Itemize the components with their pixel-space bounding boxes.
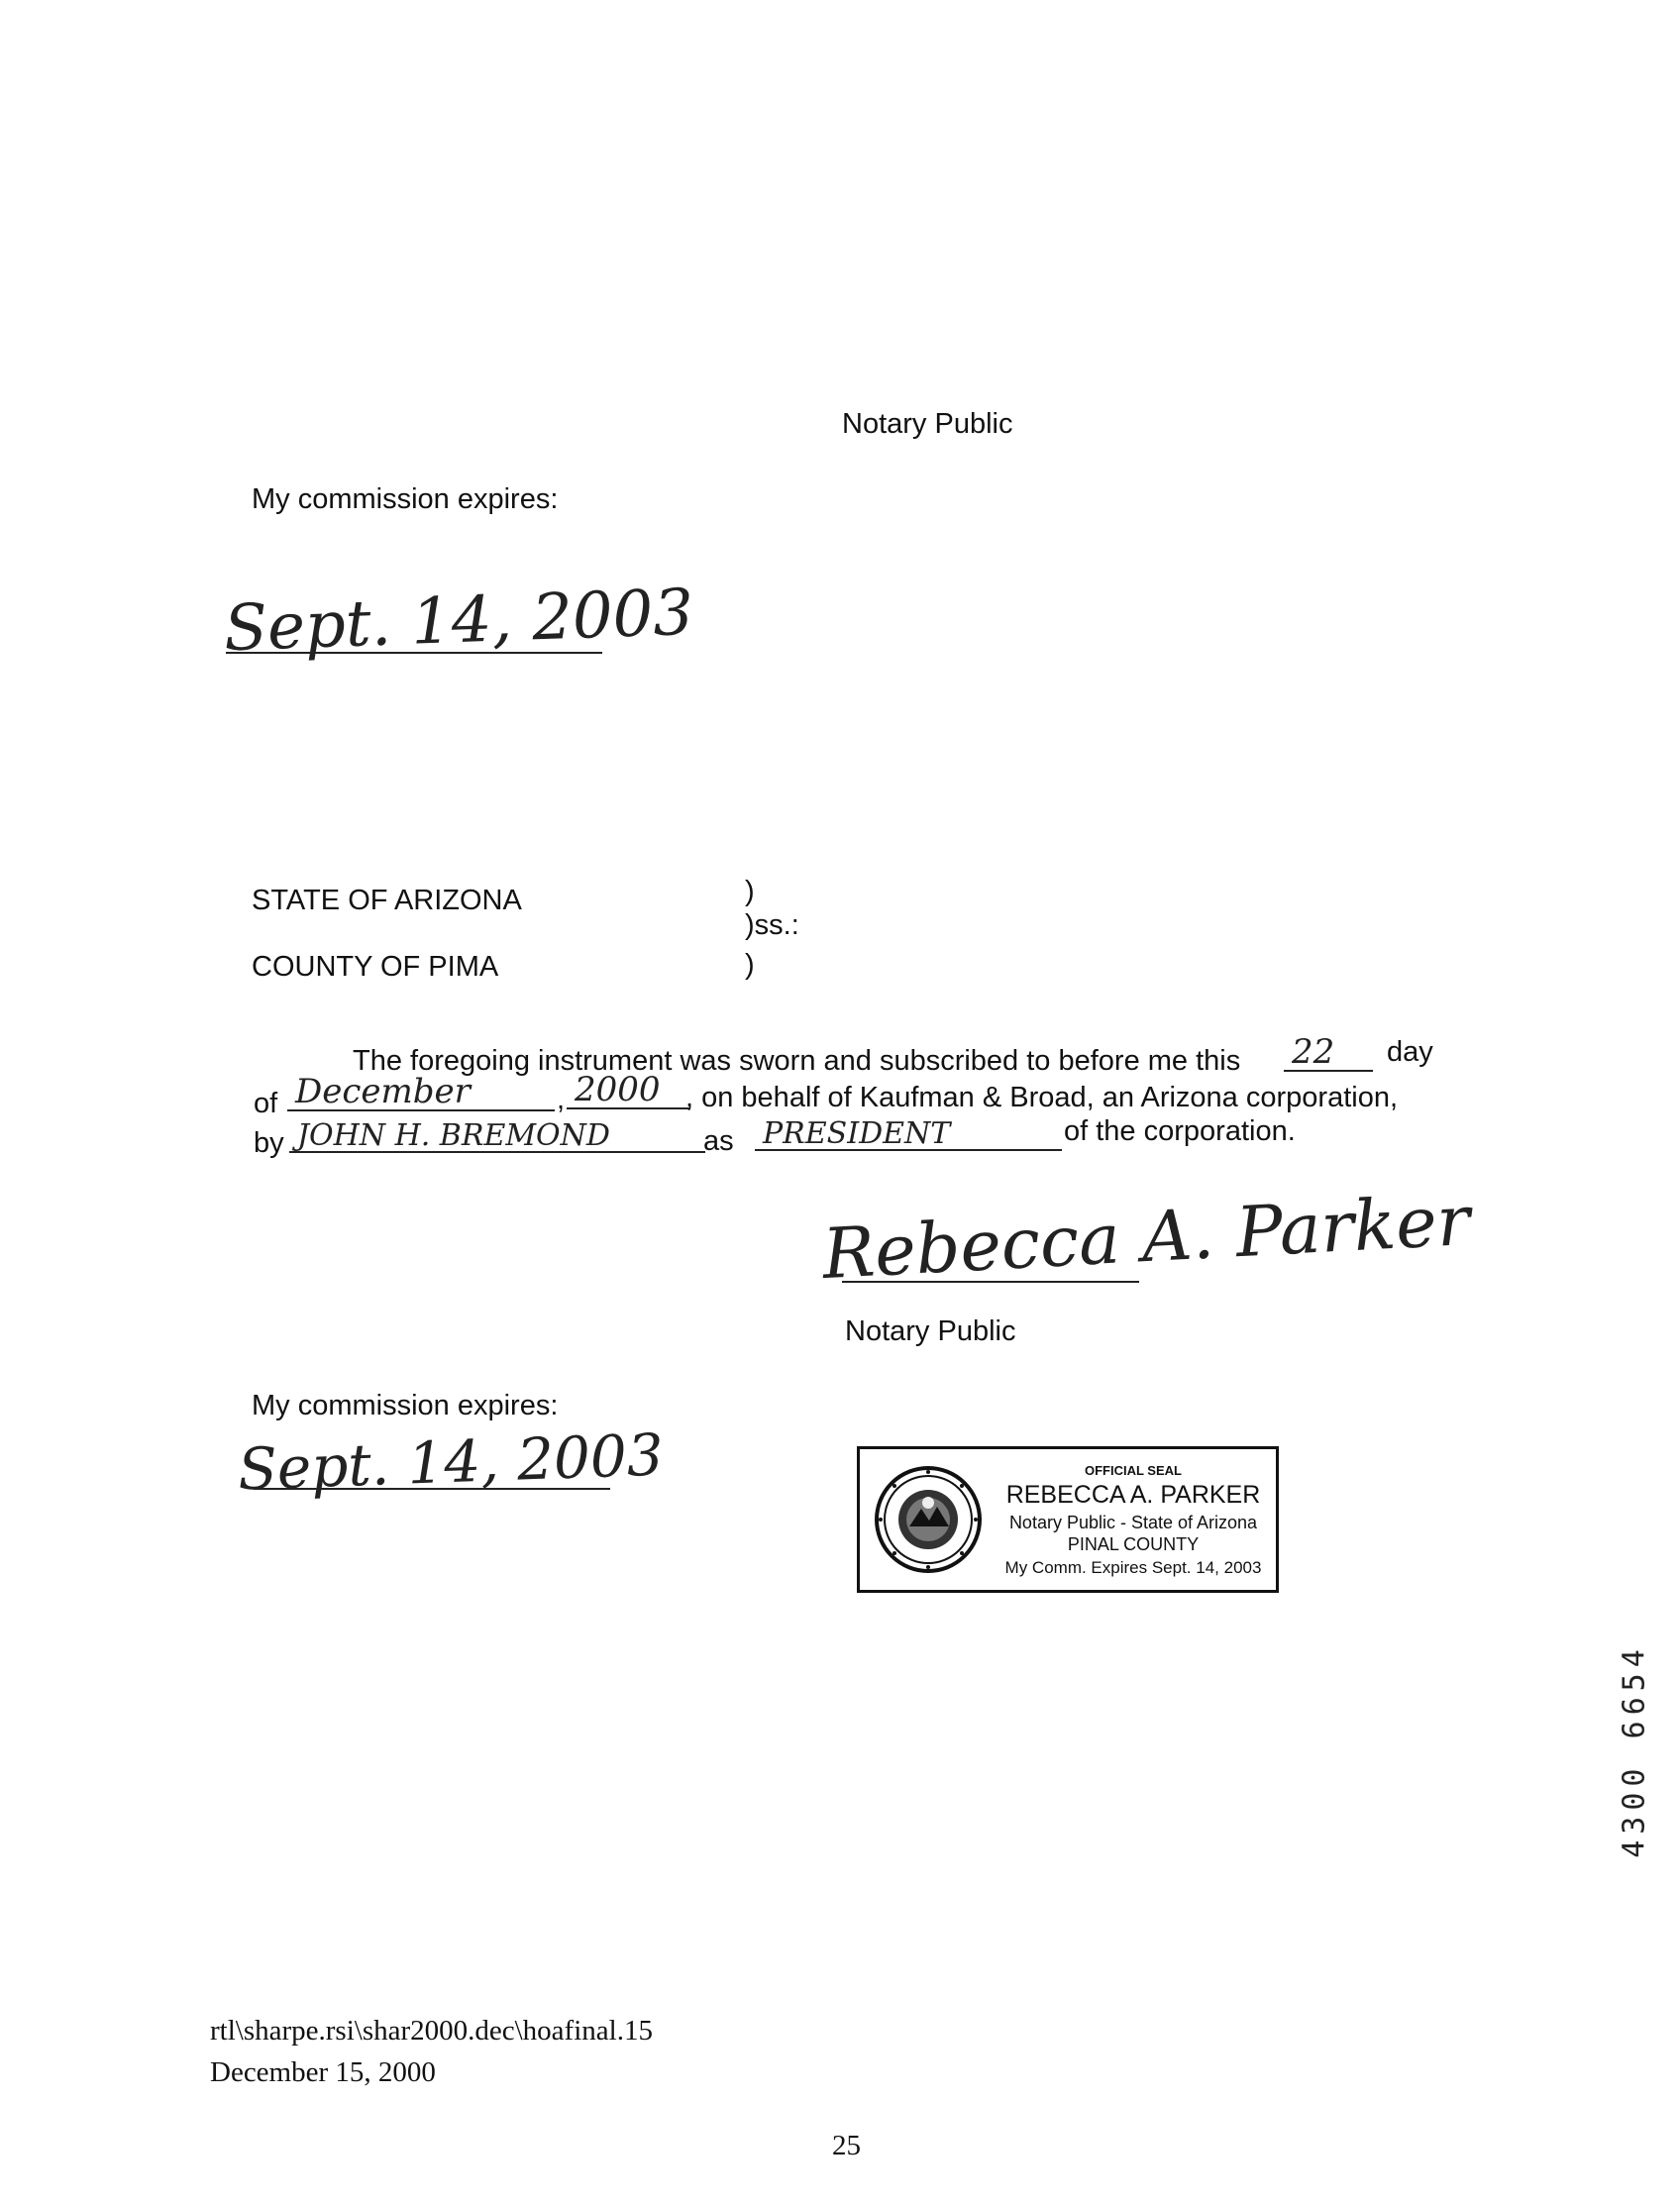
venue-ss: )ss.:: [745, 909, 799, 941]
ack-line2-of: of: [254, 1088, 278, 1119]
venue-paren-top: ): [745, 876, 755, 907]
ack-line1-text: The foregoing instrument was sworn and subscribed to before me this: [353, 1045, 1241, 1077]
official-seal-stamp: [857, 1446, 1279, 1593]
ack-line3-as: as: [703, 1125, 734, 1157]
ack-line3-end: of the corporation.: [1064, 1115, 1296, 1147]
ack-comma: ,: [557, 1084, 566, 1115]
seal-name: REBECCA A. PARKER: [1005, 1481, 1261, 1509]
year-handwritten: 2000: [575, 1070, 661, 1109]
signature-line: [842, 1281, 1139, 1283]
county-line: COUNTY OF PIMA: [252, 951, 499, 983]
notary-public-label: Notary Public: [845, 1315, 1016, 1347]
name-blank: [289, 1115, 705, 1153]
commission-date-handwritten-2: Sept. 14, 2003: [236, 1420, 665, 1504]
commission-date-handwritten: Sept. 14, 2003: [222, 576, 695, 667]
venue-paren-bottom: ): [745, 949, 755, 981]
month-blank: [287, 1074, 555, 1111]
ack-line1-end: day: [1387, 1036, 1433, 1068]
margin-number-text: 4300 6654: [1617, 1643, 1652, 1858]
title-handwritten: PRESIDENT: [763, 1116, 951, 1151]
month-handwritten: December: [295, 1072, 471, 1111]
ack-line2-text: , on behalf of Kaufman & Broad, an Arizona corporation,: [685, 1082, 1399, 1113]
seal-county: PINAL COUNTY: [1067, 1534, 1200, 1554]
seal-header: OFFICIAL SEAL: [1085, 1463, 1182, 1478]
name-handwritten: JOHN H. BREMOND: [297, 1118, 610, 1153]
seal-expires: My Comm. Expires Sept. 14, 2003: [1004, 1558, 1262, 1577]
title-blank: [755, 1113, 1062, 1151]
state-line: STATE OF ARIZONA: [252, 885, 522, 916]
commission-date-underline: [226, 652, 602, 654]
day-blank: [1284, 1034, 1373, 1072]
year-blank: [567, 1072, 689, 1109]
commission-date-underline-2: [254, 1488, 610, 1490]
footer-date: December 15, 2000: [210, 2056, 436, 2088]
margin-document-number: [1615, 1585, 1654, 1922]
notary-public-heading: Notary Public: [842, 408, 1013, 440]
seal-role: Notary Public - State of Arizona: [1008, 1513, 1258, 1532]
commission-expires-label: My commission expires:: [252, 483, 559, 515]
page-number: 25: [832, 2130, 861, 2161]
day-handwritten: 22: [1292, 1032, 1335, 1072]
ack-line3-by: by: [254, 1127, 284, 1159]
footer-file-path: rtl\sharpe.rsi\shar2000.dec\hoafinal.15: [210, 2015, 653, 2047]
arizona-state-seal-icon: [874, 1465, 983, 1574]
notary-signature: Rebecca A. Parker: [820, 1179, 1472, 1296]
commission-expires-label-2: My commission expires:: [252, 1390, 559, 1421]
